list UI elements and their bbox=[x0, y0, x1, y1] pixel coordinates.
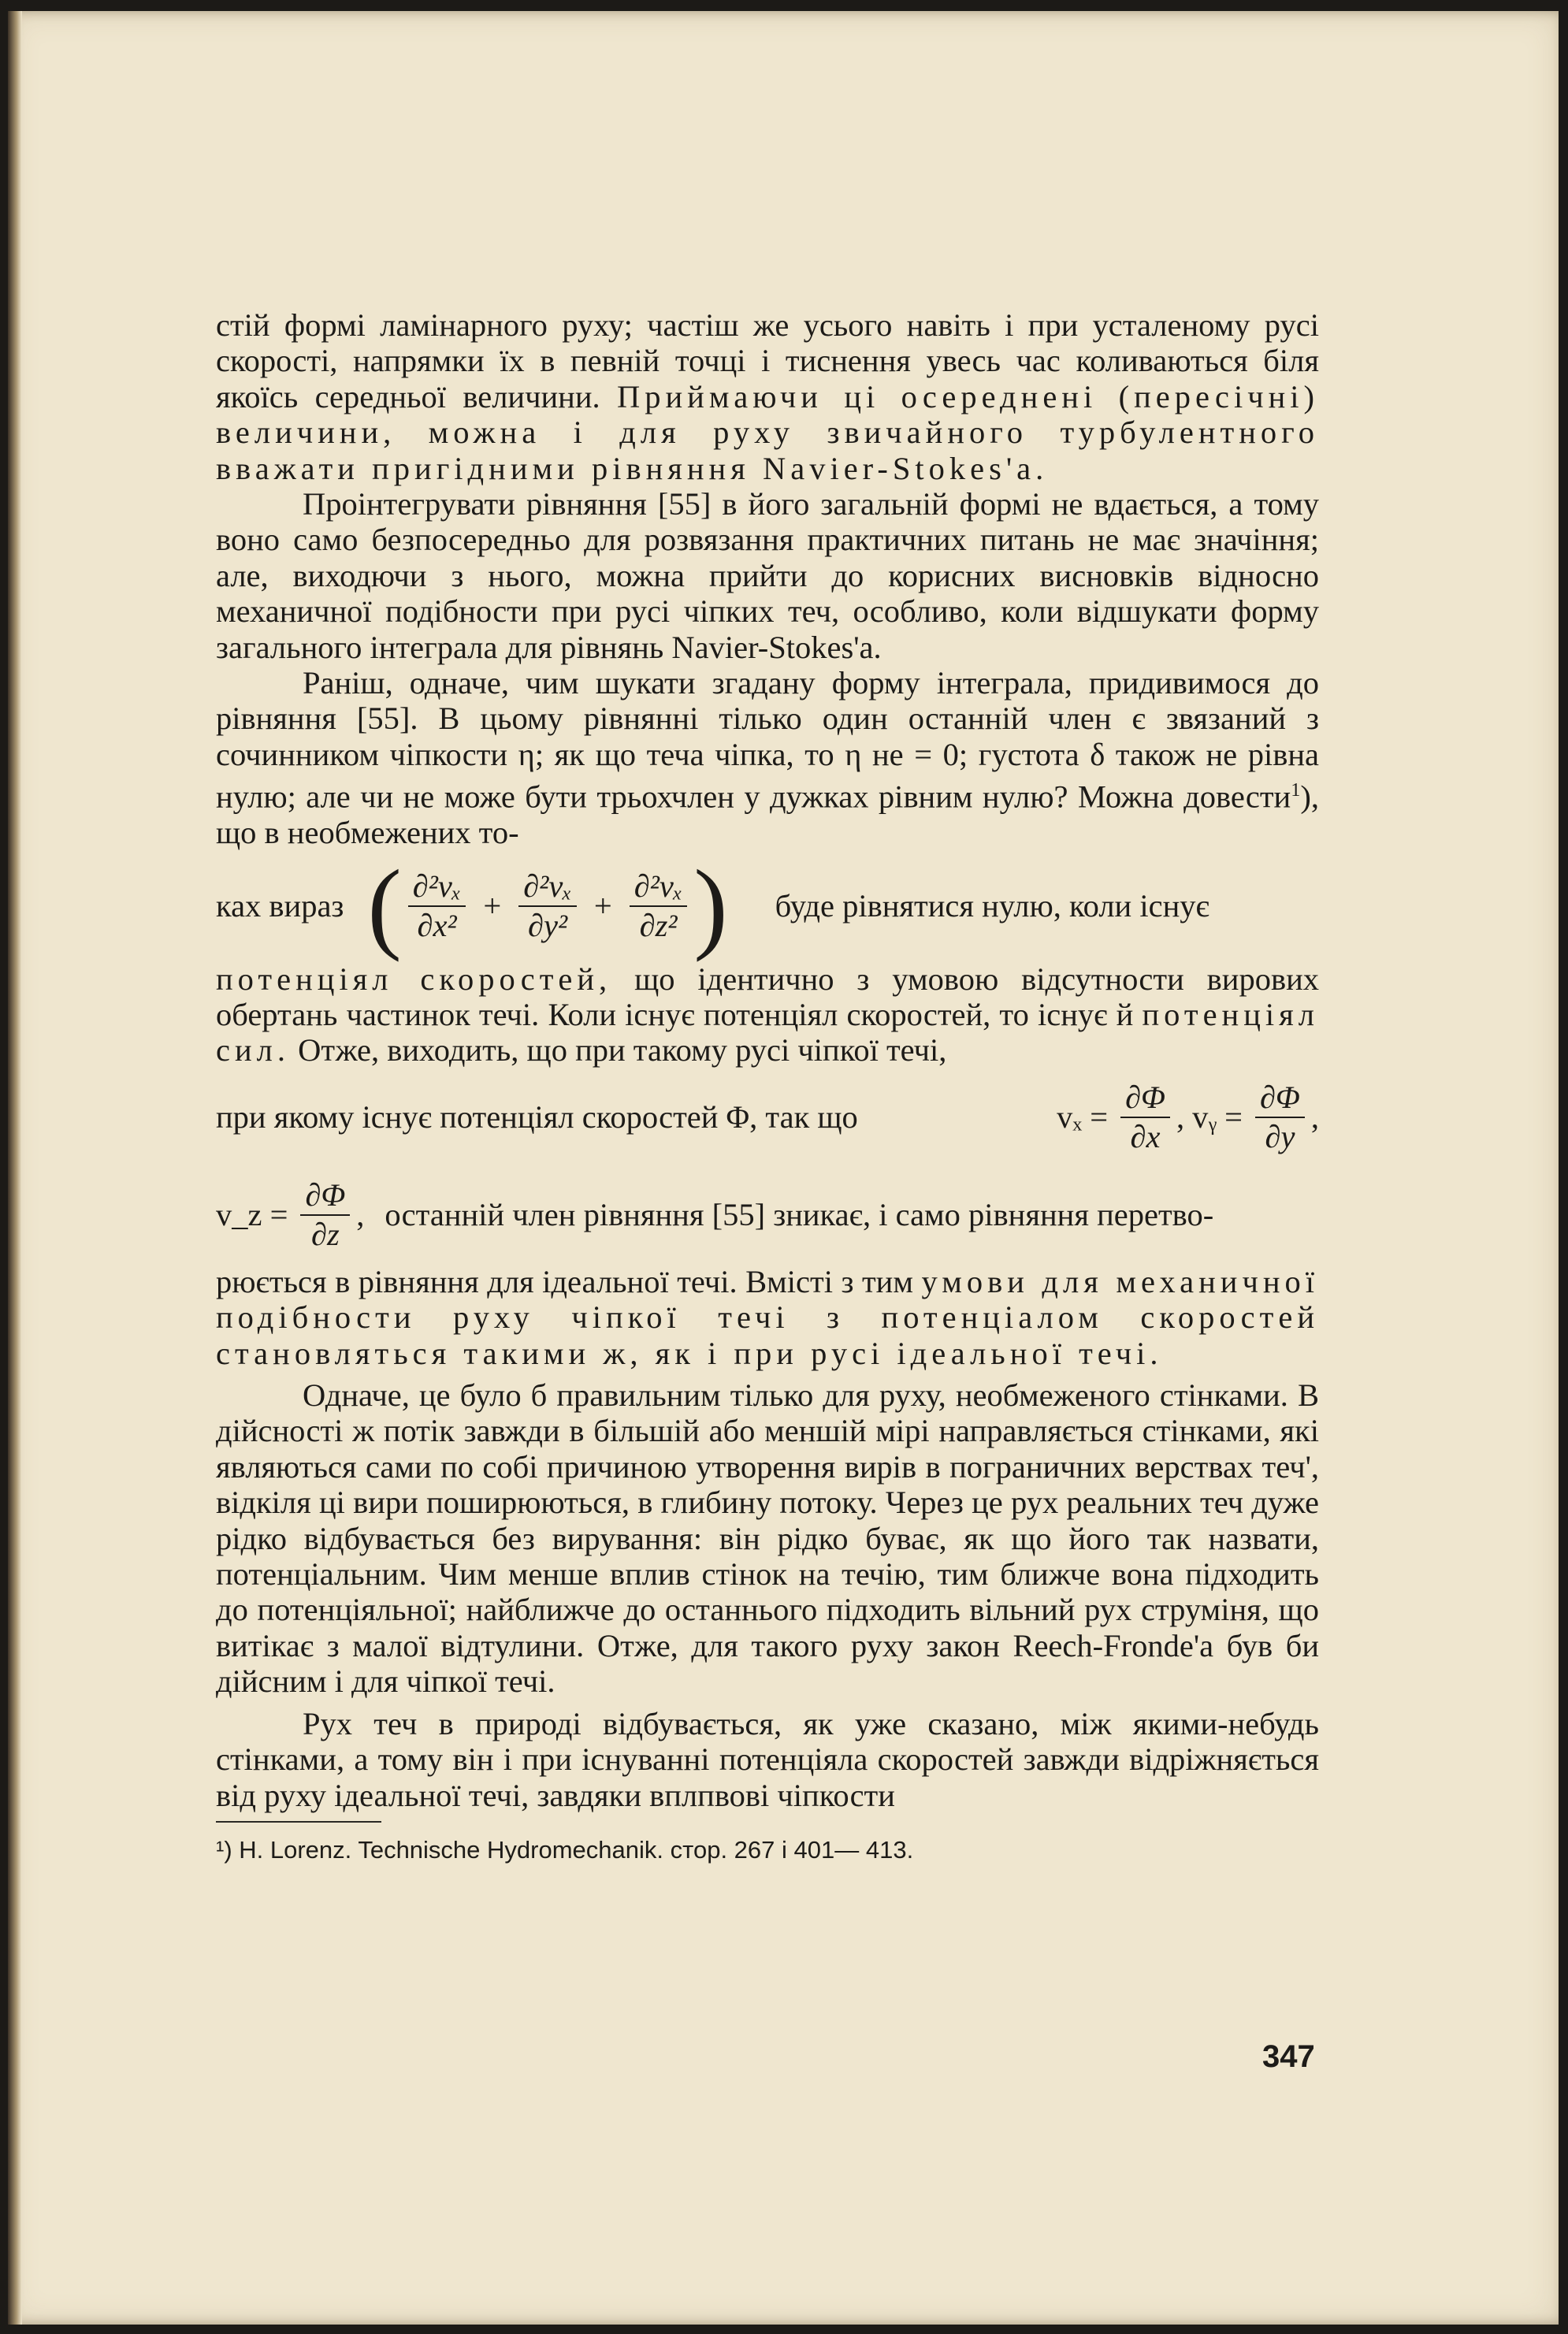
frac-num: ∂²vₓ bbox=[518, 869, 577, 907]
term-velocity-potential: потенціял скоростей, bbox=[216, 961, 612, 997]
page-number: 347 bbox=[1262, 2039, 1315, 2074]
frac-num: ∂²vₓ bbox=[630, 869, 688, 907]
laplacian-formula-line bbox=[216, 851, 1319, 961]
frac-num: ∂Φ bbox=[1255, 1080, 1305, 1118]
book-page bbox=[8, 11, 1559, 2325]
fraction-d2vx-dx2 bbox=[408, 869, 466, 943]
paragraph-1-text: стій формі ламінарного руху; частіш же усього навіть і при усталеному русі скорості, напрямки їх в певній точці і тиснення увесь час коливаються біля якоїсь середньої величини. bbox=[216, 307, 1319, 414]
left-paren: ( bbox=[367, 849, 402, 963]
formula-lead-text: ках вираз bbox=[216, 887, 344, 924]
plus-sign: + bbox=[593, 887, 612, 924]
fraction-dphi-dz bbox=[300, 1178, 350, 1252]
book-spine bbox=[8, 11, 22, 2325]
frac-den: ∂z² bbox=[639, 907, 678, 943]
paragraph-7: Рух теч в природі відбувається, як уже сказано, між якими-небудь стінками, а тому він і при існуванні потенціяла скоростей завжди відріжняється від руху ідеальної течі, завдяки вплпвові чіпкости bbox=[216, 1705, 1319, 1813]
frac-num: ∂Φ bbox=[300, 1178, 350, 1216]
frac-num: ∂Φ bbox=[1120, 1080, 1170, 1118]
paragraph-1-spaced-text: Приймаючи ці осереднені (пересічні) величини, можна і для руху звичайного турбулентного вважати пригідними рівняння Navier-Stokes'а. bbox=[216, 378, 1319, 486]
equation-lead-text: при якому існує потенціял скоростей Φ, так що bbox=[216, 1099, 858, 1135]
paragraph-2: Проінтегрувати рівняння [55] в його загальній формі не вдається, а тому воно само безпосередньо для розвязання практичних питань не має значіння; але, виходючи з нього, можна прийти до корисних висновків відносно механичної подібности при русі чіпких теч, особливо, коли відшукати форму загального інтеграла для рівнянь Navier-Stokes'а. bbox=[216, 486, 1319, 665]
paragraph-3-text: Раніш, одначе, чим шукати згадану форму інтеграла, придивимося до рівняння [55]. В цьому рівнянні тілько один останній член є звязаний з сочинником чіпкости η; як що теча чіпка, то η не = 0; густота δ також не рівна нулю; але чи не може бути трьохчлен у дужках рівним нулю? Можна довести bbox=[216, 665, 1319, 815]
paragraph-4 bbox=[216, 961, 1319, 1069]
paragraph-3-end: ), що в необмежених то- bbox=[216, 779, 1319, 851]
footnote: ¹) H. Lorenz. Technische Hydromechanik. стор. 267 і 401— 413. bbox=[216, 1835, 914, 1864]
frac-den: ∂y bbox=[1265, 1118, 1295, 1154]
right-paren: ) bbox=[693, 849, 728, 963]
frac-den: ∂x² bbox=[417, 907, 457, 943]
vz-label: v_z = bbox=[216, 1197, 288, 1233]
paragraph-5 bbox=[216, 1264, 1319, 1371]
fraction-dphi-dy bbox=[1255, 1080, 1305, 1154]
frac-den: ∂z bbox=[310, 1216, 340, 1252]
frac-den: ∂x bbox=[1130, 1118, 1161, 1154]
velocity-equations-xy bbox=[1057, 1080, 1319, 1154]
paragraph-5-spaced-text: умови для механичної подібности руху чіпкої течі з потенціалом скоростей становляться такими ж, як і при русі ідеальної течі. bbox=[216, 1263, 1319, 1371]
plus-sign: + bbox=[483, 887, 502, 924]
fraction-d2vx-dy2 bbox=[518, 869, 577, 943]
fraction-d2vx-dz2 bbox=[630, 869, 688, 943]
paragraph-1 bbox=[216, 307, 1319, 486]
paragraph-6: Одначе, це було б правильним тілько для руху, необмеженого стінками. В дійсності ж потік завжди в більшій або меншій мірі направляється стінками, які являються сами по собі причиною утворення вирів в пограничних верствах теч', відкіля ці вири поширюються, в глибину потоку. Через це рух реальних теч дуже рідко відбувається без вирування: він рідко буває, як що його так назвати, потенціальним. Чим менше вплив стінок на течію, тим ближче вона підходить до потенціяльної; найближче до останнього підходить вільний рух струміня, що витікає з малої відтулини. Отже, для такого руху закон Reech-Fronde'а був би дійсним і для чіпкої течі. bbox=[216, 1377, 1319, 1700]
footnote-divider bbox=[216, 1821, 381, 1823]
paragraph-5-text: рюється в рівняння для ідеальної течі. Вмісті з тим bbox=[216, 1263, 913, 1299]
paragraph-4-end: Отже, виходить, що при такому русі чіпкої течі, bbox=[298, 1032, 947, 1069]
page-body bbox=[216, 307, 1319, 1865]
comma: , bbox=[356, 1197, 365, 1233]
paragraph-3 bbox=[216, 665, 1319, 851]
frac-num: ∂²vₓ bbox=[408, 869, 466, 907]
vz-equation-line bbox=[216, 1166, 1319, 1264]
fraction-dphi-dx bbox=[1120, 1080, 1170, 1154]
paragraph-4-text: що ідентично з умовою відсутности вирових обертань частинок течі. Коли існує потенціял скоростей, то існує й bbox=[216, 961, 1319, 1032]
footnote-ref: 1 bbox=[1291, 779, 1301, 801]
vx-label: vₓ = bbox=[1057, 1099, 1109, 1135]
velocity-equation-line bbox=[216, 1069, 1319, 1166]
vz-trailing-text: останній член рівняння [55] зникає, і само рівняння перетво- bbox=[385, 1197, 1214, 1233]
term-force-potential: потенціял сил. bbox=[216, 997, 1319, 1069]
comma: , bbox=[1310, 1099, 1319, 1135]
comma: , bbox=[1176, 1099, 1185, 1135]
vy-label: vᵧ = bbox=[1192, 1099, 1243, 1135]
frac-den: ∂y² bbox=[527, 907, 568, 943]
formula-trail-text: буде рівнятися нулю, коли існує bbox=[775, 887, 1209, 924]
